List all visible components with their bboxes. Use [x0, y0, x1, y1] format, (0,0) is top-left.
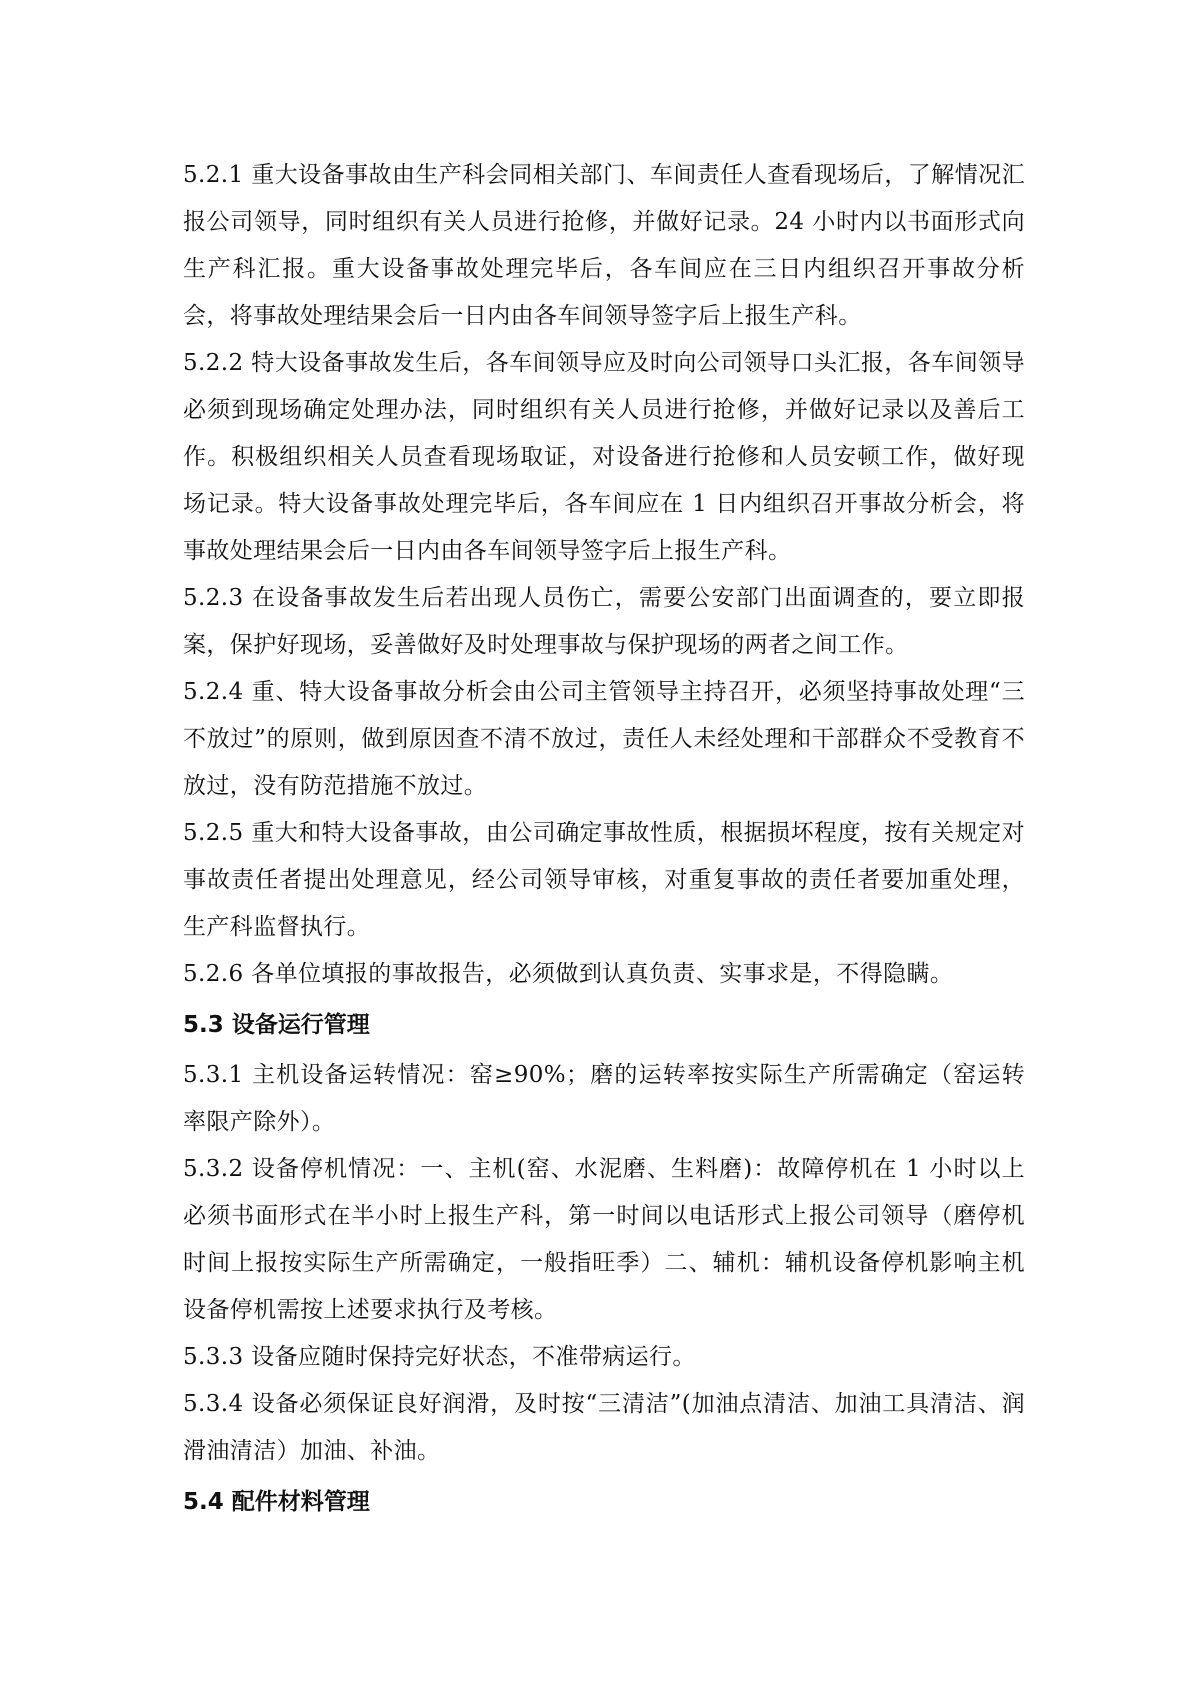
section-heading-5-3: 5.3 设备运行管理 — [183, 1012, 370, 1038]
paragraph-5-2-6: 5.2.6 各单位填报的事故报告，必须做到认真负责、实事求是，不得隐瞒。 — [183, 961, 954, 987]
paragraph-5-2-5: 5.2.5 重大和特大设备事故，由公司确定事故性质，根据损坏程度，按有关规定对事故责任者提出处理意见，经公司领导审核，对重复事故的责任者要加重处理，生产科监督执行。 — [183, 820, 1025, 940]
paragraph-5-2-1: 5.2.1 重大设备事故由生产科会同相关部门、车间责任人查看现场后，了解情况汇报公司领导，同时组织有关人员进行抢修，并做好记录。24 小时内以书面形式向生产科汇报。重大设备事故处理完毕后，各车间应在三日内组织召开事故分析会，将事故处理结果会后一日内由各车间领导签字后上报生产科。 — [183, 162, 1025, 329]
section-heading-5-4: 5.4 配件材料管理 — [183, 1489, 370, 1515]
paragraph-5-3-4: 5.3.4 设备必须保证良好润滑，及时按“三清洁”(加油点清洁、加油工具清洁、润滑油清洁）加油、补油。 — [183, 1391, 1025, 1464]
paragraph-5-3-3: 5.3.3 设备应随时保持完好状态，不准带病运行。 — [183, 1344, 696, 1370]
paragraph-5-2-4: 5.2.4 重、特大设备事故分析会由公司主管领导主持召开，必须坚持事故处理“三不放过”的原则，做到原因查不清不放过，责任人未经处理和干部群众不受教育不放过，没有防范措施不放过。 — [183, 679, 1025, 799]
paragraph-5-3-2: 5.3.2 设备停机情况：一、主机(窑、水泥磨、生料磨)：故障停机在 1 小时以上必须书面形式在半小时上报生产科，第一时间以电话形式上报公司领导（磨停机时间上报按实际生产所需确定，一般指旺季）二、辅机：辅机设备停机影响主机设备停机需按上述要求执行及考核。 — [183, 1156, 1025, 1323]
paragraph-5-3-1: 5.3.1 主机设备运转情况：窑≥90%；磨的运转率按实际生产所需确定（窑运转率限产除外）。 — [183, 1062, 1025, 1135]
paragraph-5-2-2: 5.2.2 特大设备事故发生后，各车间领导应及时向公司领导口头汇报，各车间领导必须到现场确定处理办法，同时组织有关人员进行抢修，并做好记录以及善后工作。积极组织相关人员查看现场取证，对设备进行抢修和人员安顿工作，做好现场记录。特大设备事故处理完毕后，各车间应在 1 日内组织召开事故分析会，将事故处理结果会后一日内由各车间领导签字后上报生产科。 — [183, 350, 1025, 564]
document-body — [183, 152, 1025, 1529]
paragraph-5-2-3: 5.2.3 在设备事故发生后若出现人员伤亡，需要公安部门出面调查的，要立即报案，保护好现场，妥善做好及时处理事故与保护现场的两者之间工作。 — [183, 585, 1025, 658]
